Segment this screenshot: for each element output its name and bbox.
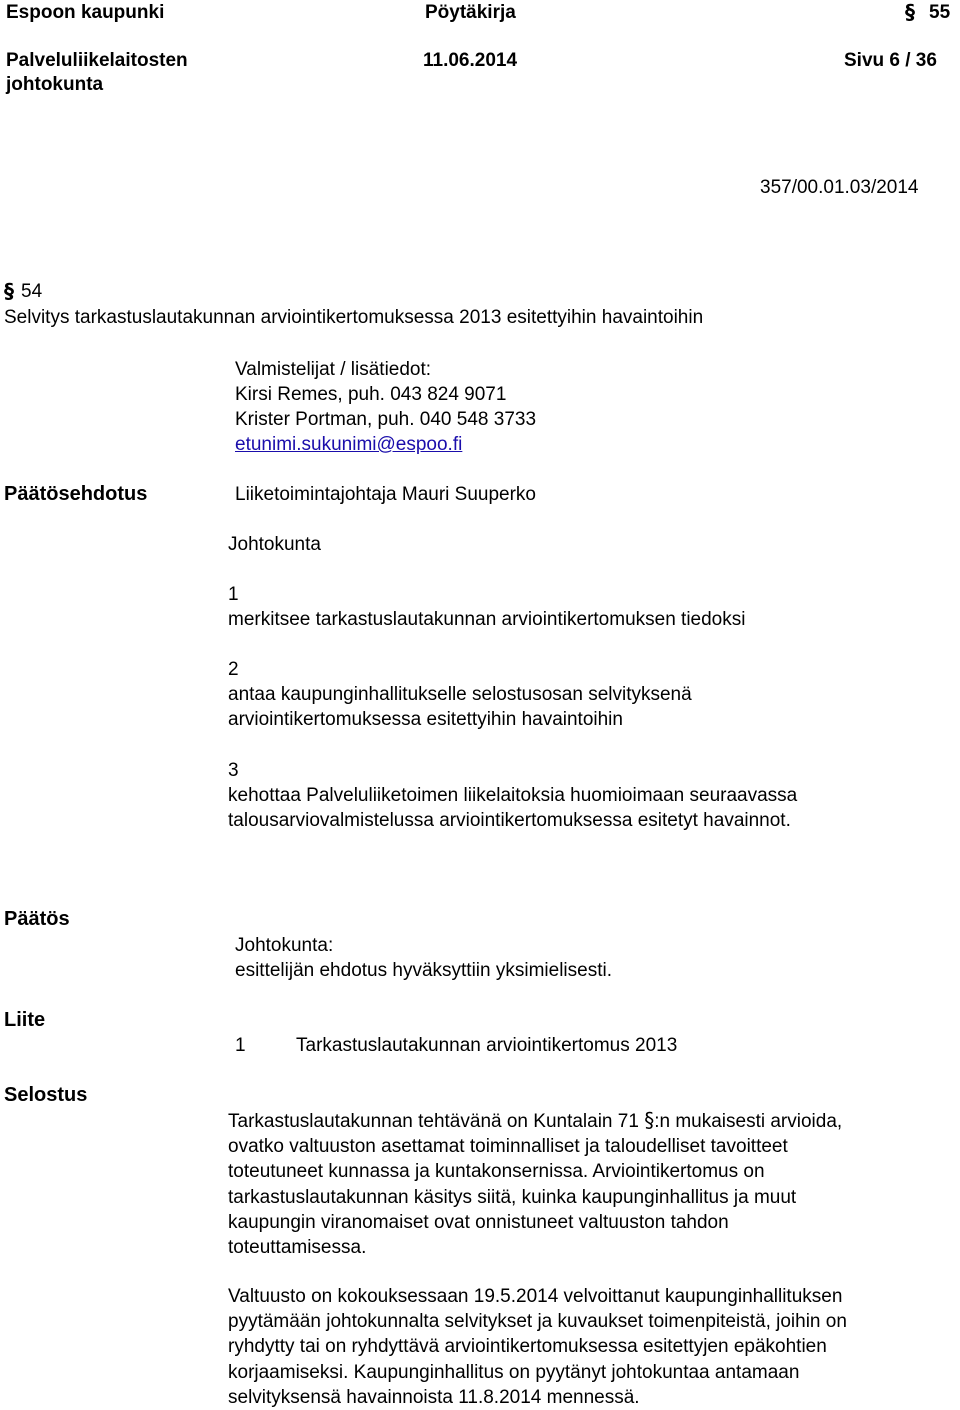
- proposal-item-text: arviointikertomuksessa esitettyihin havaintoihin: [228, 709, 623, 730]
- paragraph-line: korjaamiseksi. Kaupunginhallitus on pyytänyt johtokuntaa antamaan: [228, 1361, 800, 1383]
- preparer-email[interactable]: [235, 432, 462, 457]
- paragraph-line-text: :n mukaisesti arvioida,: [654, 1111, 843, 1132]
- proposal-item-text: kehottaa Palveluliiketoimen liikelaitoksia huomioimaan seuraavassa: [228, 785, 798, 806]
- section-mark-icon: §: [644, 1108, 655, 1132]
- preparer-1: Kirsi Remes, puh. 043 824 9071: [235, 384, 507, 405]
- proposal-item-num: 2: [228, 659, 239, 680]
- attachment-title: Tarkastuslautakunnan arviointikertomus 2013: [296, 1035, 678, 1056]
- header-date: 11.06.2014: [423, 50, 518, 71]
- attachment-number: 1: [235, 1035, 246, 1056]
- proposal-item-num: 1: [228, 584, 239, 605]
- label-decision: Päätös: [4, 908, 70, 930]
- paragraph-line: pyytämään johtokunnalta selvitykset ja kuvaukset toimenpiteistä, joihin on: [228, 1311, 847, 1333]
- paragraph-line: ryhdytty tai on ryhdyttävä arviointikertomuksessa esitettyjen epäkohtien: [228, 1336, 827, 1358]
- paragraph-line: toteuttamisessa.: [228, 1237, 367, 1259]
- proposal-item-text: talousarviovalmistelussa arviointikertomuksessa esitetyt havainnot.: [228, 810, 791, 831]
- paragraph-line: [228, 1108, 948, 1134]
- paragraph-line: toteutuneet kunnassa ja kuntakonsernissa. Arviointikertomus on: [228, 1161, 765, 1183]
- header-doc-type: Pöytäkirja: [425, 2, 516, 23]
- section-mark-icon: §: [905, 0, 915, 24]
- proposal-body: Johtokunta: [228, 534, 321, 555]
- label-explanation: Selostus: [4, 1084, 88, 1106]
- paragraph-line: selvityksensä havainnoista 11.8.2014 mennessä.: [228, 1386, 640, 1408]
- proposal-item-text: merkitsee tarkastuslautakunnan arviointikertomuksen tiedoksi: [228, 609, 746, 630]
- section-mark-icon: §: [4, 279, 14, 303]
- explanation-paragraph-1: [228, 1108, 948, 1260]
- preparers-heading: Valmistelijat / lisätiedot:: [235, 359, 432, 380]
- paragraph-line: tarkastuslautakunnan käsitys siitä, kuinka kaupunginhallitus ja muut: [228, 1186, 797, 1208]
- item-number: 54: [21, 281, 43, 302]
- header-page: Sivu 6 / 36: [844, 50, 937, 71]
- label-proposal: Päätösehdotus: [4, 483, 148, 505]
- decision-line2: esittelijän ehdotus hyväksyttiin yksimielisesti.: [235, 960, 612, 981]
- header-body-line1: Palveluliikelaitosten: [6, 50, 188, 71]
- paragraph-line: kaupungin viranomaiset ovat onnistuneet valtuuston tahdon: [228, 1211, 729, 1233]
- header-org: Espoon kaupunki: [6, 2, 165, 23]
- preparer-2: Krister Portman, puh. 040 548 3733: [235, 409, 537, 430]
- label-attachment: Liite: [4, 1009, 46, 1031]
- proposal-item-num: 3: [228, 760, 239, 781]
- paragraph-line-text: Tarkastuslautakunnan tehtävänä on Kuntalain 71: [228, 1111, 639, 1132]
- record-number: 357/00.01.03/2014: [760, 177, 919, 198]
- proposer: Liiketoimintajohtaja Mauri Suuperko: [235, 484, 536, 505]
- decision-line1: Johtokunta:: [235, 935, 334, 956]
- proposal-item-text: antaa kaupunginhallitukselle selostusosan selvityksenä: [228, 684, 692, 705]
- item-title: Selvitys tarkastuslautakunnan arviointikertomuksessa 2013 esitettyihin havaintoihin: [4, 307, 704, 328]
- paragraph-line: Valtuusto on kokouksessaan 19.5.2014 velvoittanut kaupunginhallituksen: [228, 1286, 843, 1307]
- header-body-line2: johtokunta: [6, 74, 104, 95]
- explanation-paragraph-2: [228, 1284, 948, 1410]
- paragraph-line: ovatko valtuuston asettamat toiminnalliset ja taloudelliset tavoitteet: [228, 1136, 788, 1158]
- header-section-number: 55: [929, 2, 951, 23]
- email-link[interactable]: etunimi.sukunimi@espoo.fi: [235, 434, 463, 455]
